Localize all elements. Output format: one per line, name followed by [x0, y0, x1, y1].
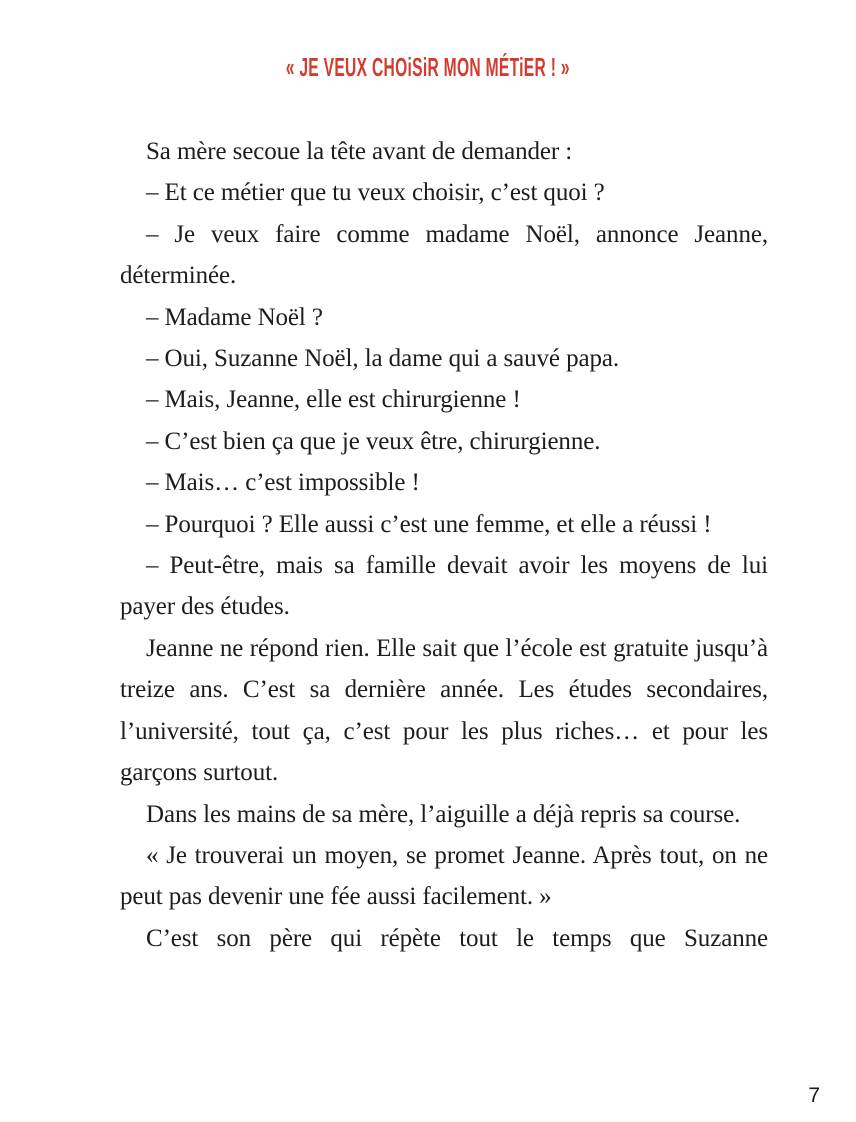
page-number: 7	[808, 1084, 820, 1107]
paragraph: – Mais… c’est impossible !	[146, 469, 420, 497]
paragraph: Jeanne ne répond rien. Elle sait que l’école est gratuite jusqu’à treize ans. C’est sa dernière année. Les études secondaires, l’université, tout ça, c’est pour les plus riches… et pour les garçons surtout.	[120, 634, 768, 787]
paragraph: – Mais, Jeanne, elle est chirurgienne !	[146, 386, 521, 414]
paragraph: Dans les mains de sa mère, l’aiguille a déjà repris sa course.	[146, 800, 741, 828]
paragraph: – Et ce métier que tu veux choisir, c’est quoi ?	[146, 179, 605, 207]
paragraph: – Je veux faire comme madame Noël, annonce Jeanne, déterminée.	[120, 220, 768, 290]
paragraph: « Je trouverai un moyen, se promet Jeanne. Après tout, on ne peut pas devenir une fée aussi facilement. »	[120, 841, 768, 911]
paragraph: Sa mère secoue la tête avant de demander :	[146, 138, 573, 165]
paragraph: – Peut-être, mais sa famille devait avoir les moyens de lui payer des études.	[120, 552, 768, 621]
paragraph: – Oui, Suzanne Noël, la dame qui a sauvé papa.	[146, 345, 620, 373]
running-header-title: « JE VEUX CHOiSiR MON MÉTiER ! »	[285, 52, 571, 82]
paragraph: C’est son père qui répète tout le temps que Suzanne	[146, 924, 768, 952]
paragraph: – Madame Noël ?	[146, 303, 323, 331]
paragraph: – Pourquoi ? Elle aussi c’est une femme, et elle a réussi !	[146, 510, 712, 538]
paragraph: – C’est bien ça que je veux être, chirurgienne.	[146, 427, 601, 455]
body-text	[120, 131, 768, 959]
running-header	[0, 54, 856, 80]
